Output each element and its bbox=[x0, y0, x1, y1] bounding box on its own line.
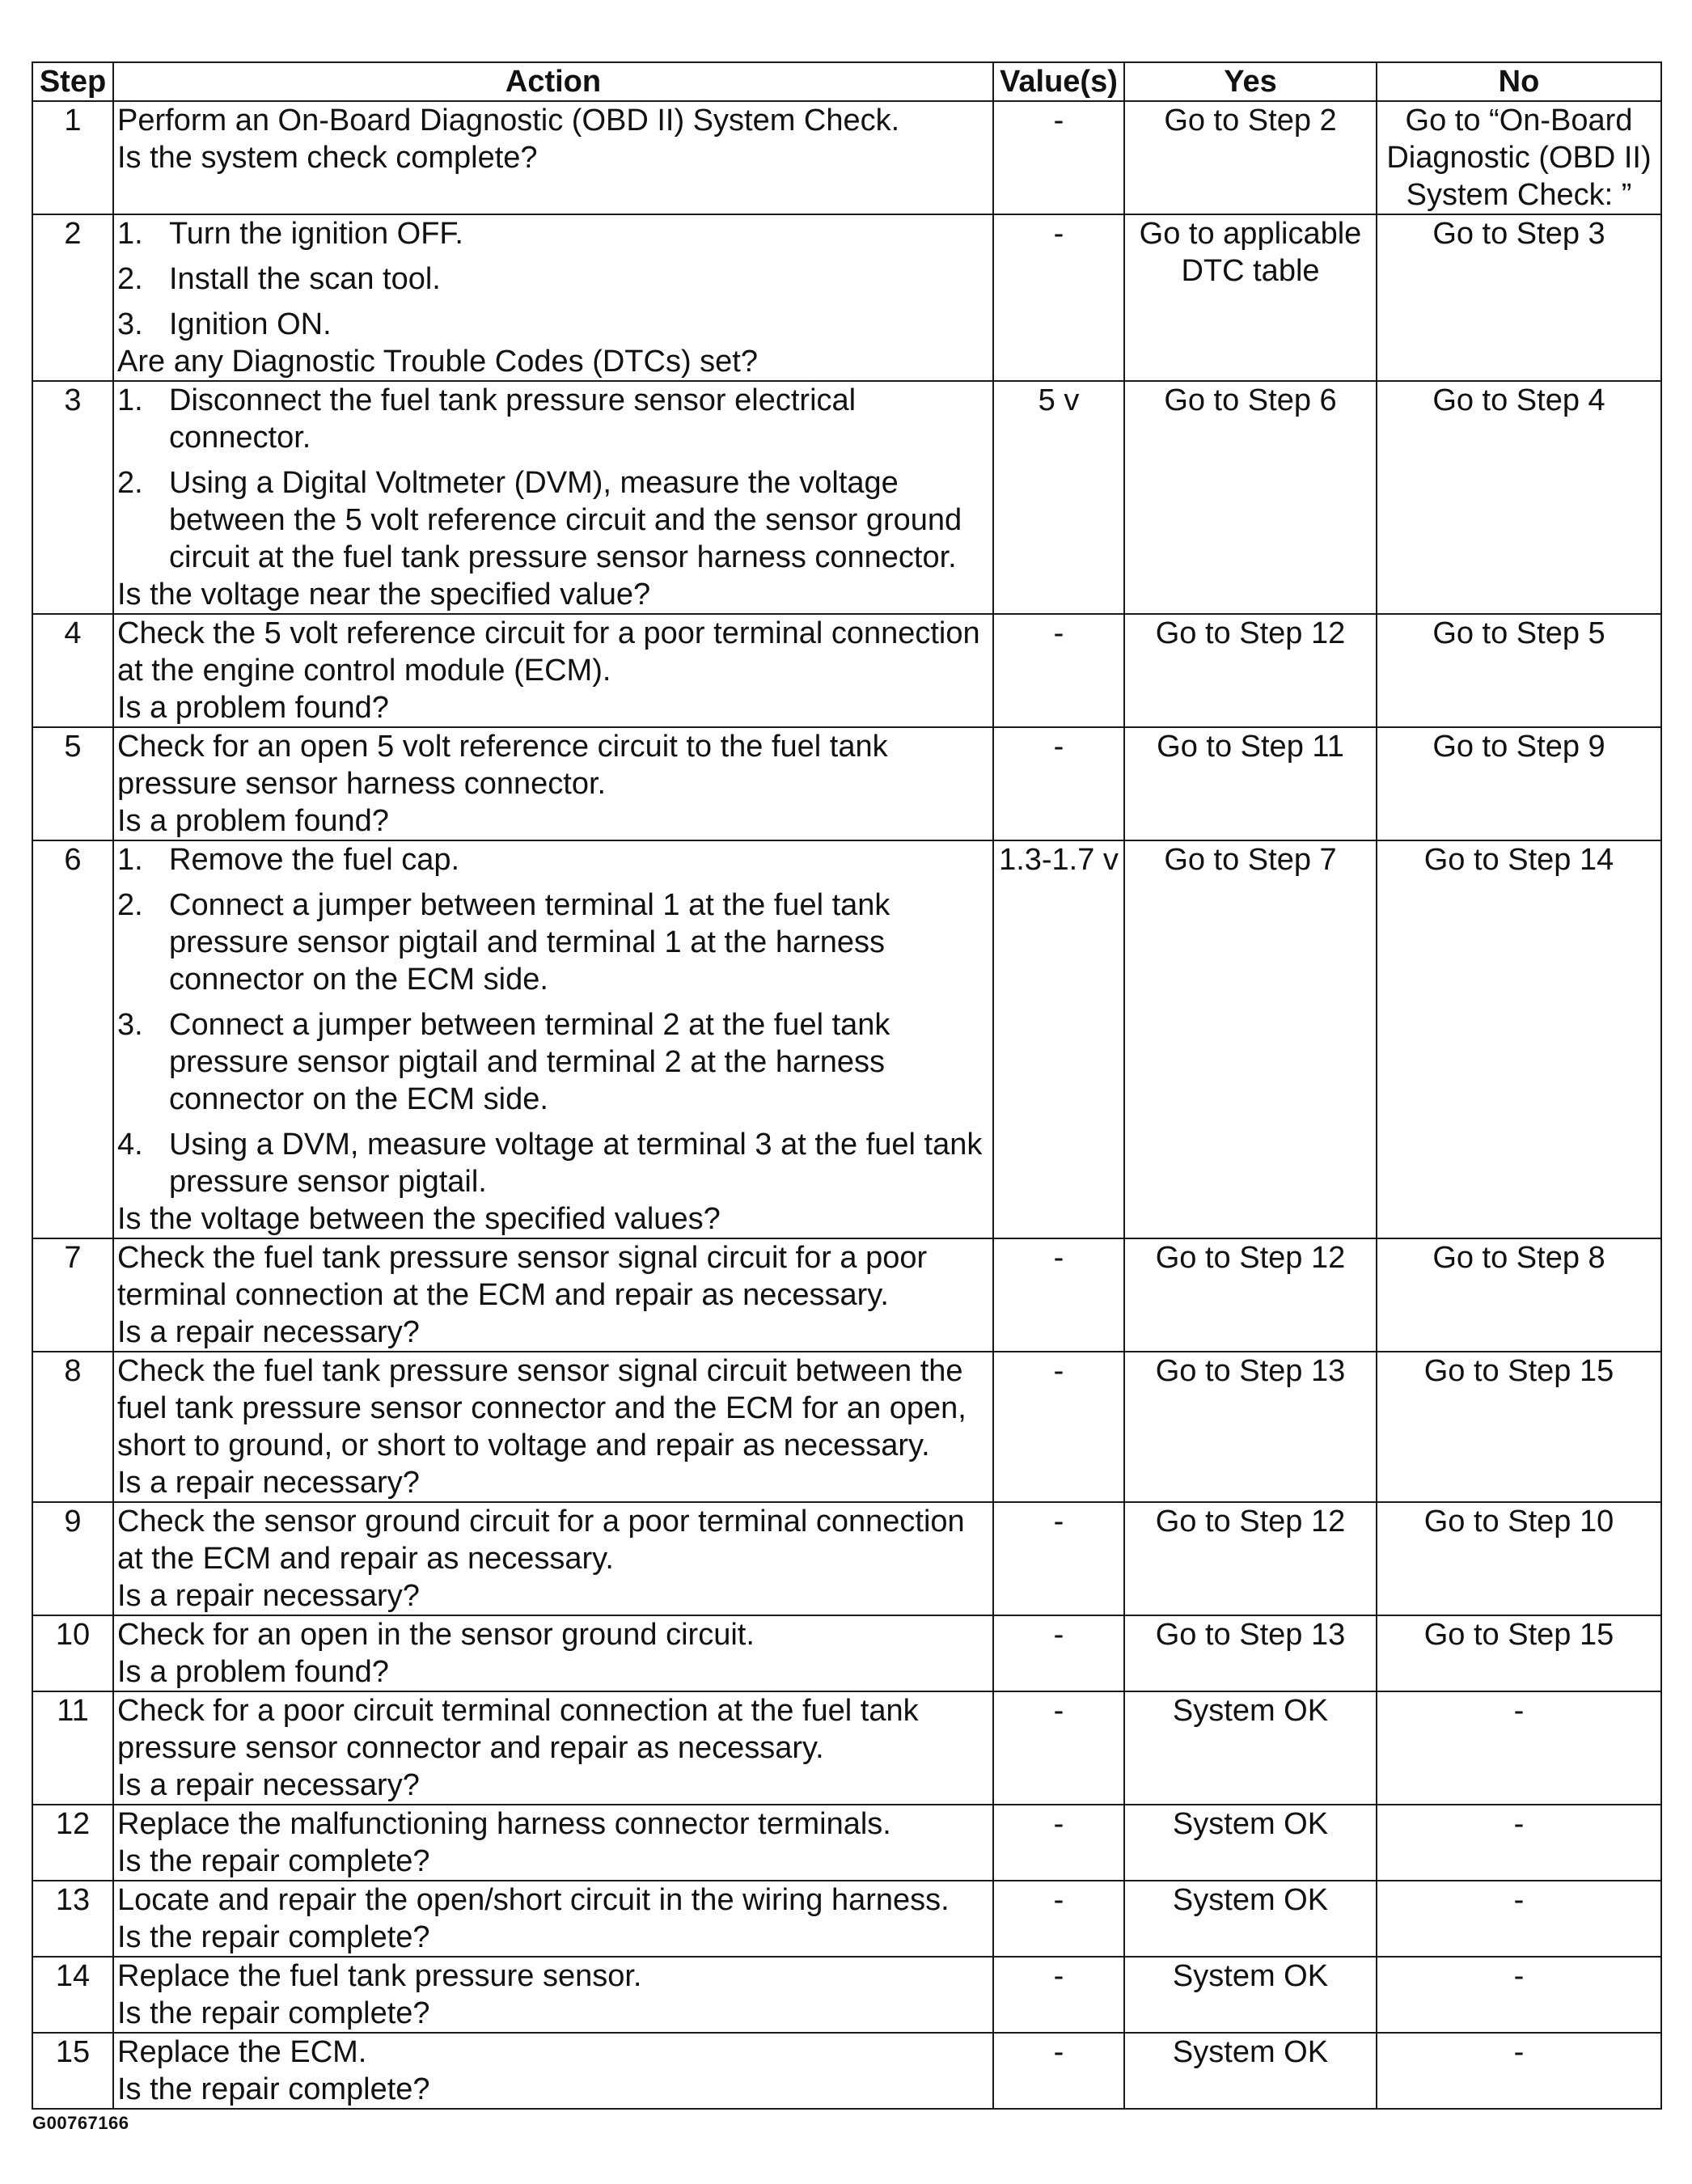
step-number: 7 bbox=[32, 1238, 113, 1352]
action-step-text: Connect a jumper between terminal 1 at the fuel tank pressure sensor pigtail and terminal 1 at the harness connector on the ECM side. bbox=[169, 888, 890, 997]
table-row bbox=[32, 1502, 1661, 1615]
action-step-item bbox=[117, 1006, 989, 1118]
value-cell: - bbox=[993, 1881, 1124, 1957]
action-question: Is the system check complete? bbox=[117, 141, 538, 175]
value-cell: - bbox=[993, 1502, 1124, 1615]
action-question: Is a repair necessary? bbox=[117, 1466, 420, 1500]
action-cell bbox=[113, 1881, 993, 1957]
yes-cell: Go to Step 6 bbox=[1124, 381, 1377, 614]
no-cell: Go to Step 4 bbox=[1377, 381, 1661, 614]
action-cell bbox=[113, 1957, 993, 2033]
table-row bbox=[32, 381, 1661, 614]
action-question: Is the repair complete? bbox=[117, 1920, 430, 1954]
action-question: Is the voltage between the specified values? bbox=[117, 1202, 721, 1236]
action-step-text: Connect a jumper between terminal 2 at the fuel tank pressure sensor pigtail and terminal 2 at the harness connector on the ECM side. bbox=[169, 1008, 890, 1116]
value-cell: - bbox=[993, 214, 1124, 381]
table-row bbox=[32, 101, 1661, 214]
value-cell: - bbox=[993, 1805, 1124, 1881]
action-cell bbox=[113, 1502, 993, 1615]
action-cell bbox=[113, 1805, 993, 1881]
yes-cell: Go to Step 12 bbox=[1124, 1238, 1377, 1352]
action-step-item bbox=[117, 306, 989, 343]
action-step-item bbox=[117, 841, 989, 878]
step-number: 15 bbox=[32, 2033, 113, 2109]
value-cell: 5 v bbox=[993, 381, 1124, 614]
yes-cell: Go to applicable DTC table bbox=[1124, 214, 1377, 381]
action-question: Is the voltage near the specified value? bbox=[117, 578, 651, 612]
yes-cell: Go to Step 13 bbox=[1124, 1615, 1377, 1691]
action-step-text: Using a DVM, measure voltage at terminal 3 at the fuel tank pressure sensor pigtail. bbox=[169, 1128, 983, 1199]
step-number: 12 bbox=[32, 1805, 113, 1881]
step-number: 3 bbox=[32, 381, 113, 614]
step-number: 4 bbox=[32, 614, 113, 727]
table-row bbox=[32, 1691, 1661, 1805]
action-step-text: Disconnect the fuel tank pressure sensor electrical connector. bbox=[169, 383, 857, 455]
value-cell: - bbox=[993, 2033, 1124, 2109]
action-steps-list bbox=[117, 841, 989, 1200]
action-cell bbox=[113, 1238, 993, 1352]
action-cell bbox=[113, 614, 993, 727]
no-cell: Go to “On-Board Diagnostic (OBD II) System Check: ” bbox=[1377, 101, 1661, 214]
value-cell: - bbox=[993, 1691, 1124, 1805]
table-row bbox=[32, 1238, 1661, 1352]
diagnostic-table bbox=[32, 61, 1662, 2110]
action-step-number: 1. bbox=[117, 217, 143, 251]
table-row bbox=[32, 214, 1661, 381]
value-cell: - bbox=[993, 1352, 1124, 1502]
action-text: Perform an On-Board Diagnostic (OBD II) System Check. bbox=[117, 104, 900, 138]
action-step-number: 2. bbox=[117, 888, 143, 922]
no-cell: Go to Step 14 bbox=[1377, 840, 1661, 1238]
action-text: Replace the ECM. bbox=[117, 2035, 367, 2069]
action-text: Check for an open 5 volt reference circuit to the fuel tank pressure sensor harness connector. bbox=[117, 730, 888, 801]
step-number: 11 bbox=[32, 1691, 113, 1805]
value-cell: - bbox=[993, 101, 1124, 214]
value-cell: - bbox=[993, 727, 1124, 840]
table-body bbox=[32, 101, 1661, 2109]
action-text: Locate and repair the open/short circuit in the wiring harness. bbox=[117, 1883, 950, 1917]
action-question: Is a problem found? bbox=[117, 691, 389, 725]
no-cell: - bbox=[1377, 2033, 1661, 2109]
step-number: 1 bbox=[32, 101, 113, 214]
action-text: Check the 5 volt reference circuit for a poor terminal connection at the engine control module (ECM). bbox=[117, 616, 980, 688]
action-question: Are any Diagnostic Trouble Codes (DTCs) set? bbox=[117, 345, 758, 379]
action-step-text: Turn the ignition OFF. bbox=[169, 217, 463, 251]
action-step-number: 2. bbox=[117, 262, 143, 296]
action-step-text: Remove the fuel cap. bbox=[169, 843, 460, 877]
step-number: 13 bbox=[32, 1881, 113, 1957]
header-no: No bbox=[1377, 62, 1661, 101]
action-question: Is a problem found? bbox=[117, 1655, 389, 1689]
no-cell: Go to Step 15 bbox=[1377, 1615, 1661, 1691]
yes-cell: Go to Step 12 bbox=[1124, 1502, 1377, 1615]
action-text: Check for an open in the sensor ground circuit. bbox=[117, 1618, 755, 1652]
action-step-item bbox=[117, 260, 989, 298]
action-question: Is the repair complete? bbox=[117, 1844, 430, 1878]
action-cell bbox=[113, 727, 993, 840]
yes-cell: System OK bbox=[1124, 2033, 1377, 2109]
no-cell: - bbox=[1377, 1691, 1661, 1805]
value-cell: 1.3-1.7 v bbox=[993, 840, 1124, 1238]
yes-cell: System OK bbox=[1124, 1691, 1377, 1805]
action-cell bbox=[113, 840, 993, 1238]
figure-id: G00767166 bbox=[32, 2113, 129, 2133]
yes-cell: Go to Step 13 bbox=[1124, 1352, 1377, 1502]
no-cell: Go to Step 3 bbox=[1377, 214, 1661, 381]
no-cell: Go to Step 8 bbox=[1377, 1238, 1661, 1352]
action-question: Is a problem found? bbox=[117, 804, 389, 838]
yes-cell: System OK bbox=[1124, 1805, 1377, 1881]
step-number: 6 bbox=[32, 840, 113, 1238]
table-row bbox=[32, 1352, 1661, 1502]
action-question: Is a repair necessary? bbox=[117, 1315, 420, 1349]
action-step-text: Ignition ON. bbox=[169, 307, 332, 341]
table-row bbox=[32, 1615, 1661, 1691]
no-cell: Go to Step 9 bbox=[1377, 727, 1661, 840]
table-row bbox=[32, 1881, 1661, 1957]
action-cell bbox=[113, 101, 993, 214]
action-step-text: Install the scan tool. bbox=[169, 262, 441, 296]
yes-cell: System OK bbox=[1124, 1957, 1377, 2033]
action-cell bbox=[113, 381, 993, 614]
action-step-number: 2. bbox=[117, 466, 143, 500]
no-cell: Go to Step 15 bbox=[1377, 1352, 1661, 1502]
action-step-item bbox=[117, 1126, 989, 1200]
action-step-item bbox=[117, 215, 989, 252]
step-number: 14 bbox=[32, 1957, 113, 2033]
action-text: Check the fuel tank pressure sensor signal circuit between the fuel tank pressure sensor connector and the ECM for an open, short to ground, or short to voltage and repair as necessary. bbox=[117, 1354, 967, 1462]
action-step-item bbox=[117, 382, 989, 456]
no-cell: Go to Step 5 bbox=[1377, 614, 1661, 727]
action-steps-list bbox=[117, 215, 989, 343]
yes-cell: System OK bbox=[1124, 1881, 1377, 1957]
table-row bbox=[32, 2033, 1661, 2109]
table-row bbox=[32, 840, 1661, 1238]
value-cell: - bbox=[993, 614, 1124, 727]
action-cell bbox=[113, 214, 993, 381]
action-cell bbox=[113, 2033, 993, 2109]
action-text: Check for a poor circuit terminal connection at the fuel tank pressure sensor connector and repair as necessary. bbox=[117, 1694, 919, 1765]
action-step-text: Using a Digital Voltmeter (DVM), measure the voltage between the 5 volt reference circuit and the sensor ground circuit at the fuel tank pressure sensor harness connector. bbox=[169, 466, 962, 574]
action-question: Is the repair complete? bbox=[117, 1996, 430, 2030]
action-text: Replace the malfunctioning harness connector terminals. bbox=[117, 1807, 891, 1841]
action-step-item bbox=[117, 464, 989, 576]
value-cell: - bbox=[993, 1615, 1124, 1691]
header-action: Action bbox=[113, 62, 993, 101]
step-number: 2 bbox=[32, 214, 113, 381]
value-cell: - bbox=[993, 1238, 1124, 1352]
action-text: Check the fuel tank pressure sensor signal circuit for a poor terminal connection at the ECM and repair as necessary. bbox=[117, 1241, 928, 1312]
yes-cell: Go to Step 11 bbox=[1124, 727, 1377, 840]
no-cell: - bbox=[1377, 1881, 1661, 1957]
action-step-item bbox=[117, 887, 989, 998]
table-row bbox=[32, 1805, 1661, 1881]
yes-cell: Go to Step 7 bbox=[1124, 840, 1377, 1238]
action-question: Is a repair necessary? bbox=[117, 1768, 420, 1802]
action-cell bbox=[113, 1615, 993, 1691]
header-values: Value(s) bbox=[993, 62, 1124, 101]
action-text: Replace the fuel tank pressure sensor. bbox=[117, 1959, 642, 1993]
no-cell: Go to Step 10 bbox=[1377, 1502, 1661, 1615]
header-row bbox=[32, 62, 1661, 101]
action-step-number: 3. bbox=[117, 307, 143, 341]
header-yes: Yes bbox=[1124, 62, 1377, 101]
header-step: Step bbox=[32, 62, 113, 101]
table-row bbox=[32, 614, 1661, 727]
step-number: 8 bbox=[32, 1352, 113, 1502]
no-cell: - bbox=[1377, 1805, 1661, 1881]
table-row bbox=[32, 727, 1661, 840]
action-text: Check the sensor ground circuit for a poor terminal connection at the ECM and repair as necessary. bbox=[117, 1505, 965, 1576]
value-cell: - bbox=[993, 1957, 1124, 2033]
action-steps-list bbox=[117, 382, 989, 576]
action-cell bbox=[113, 1691, 993, 1805]
table-row bbox=[32, 1957, 1661, 2033]
step-number: 5 bbox=[32, 727, 113, 840]
yes-cell: Go to Step 12 bbox=[1124, 614, 1377, 727]
action-step-number: 1. bbox=[117, 383, 143, 417]
action-step-number: 3. bbox=[117, 1008, 143, 1042]
action-step-number: 1. bbox=[117, 843, 143, 877]
action-question: Is a repair necessary? bbox=[117, 1579, 420, 1613]
action-cell bbox=[113, 1352, 993, 1502]
step-number: 10 bbox=[32, 1615, 113, 1691]
yes-cell: Go to Step 2 bbox=[1124, 101, 1377, 214]
action-question: Is the repair complete? bbox=[117, 2072, 430, 2106]
step-number: 9 bbox=[32, 1502, 113, 1615]
no-cell: - bbox=[1377, 1957, 1661, 2033]
action-step-number: 4. bbox=[117, 1128, 143, 1162]
